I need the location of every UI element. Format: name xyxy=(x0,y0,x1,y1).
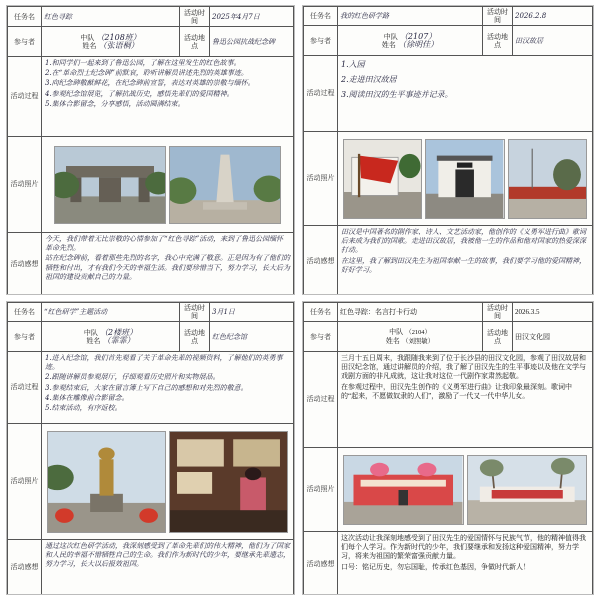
process-line: 3.阅读田汉的生平事迹并记录。 xyxy=(341,90,453,99)
time-label: 活动时间 xyxy=(180,303,210,322)
process-line: 5.结束活动，有序返校。 xyxy=(45,404,122,413)
squad-value: （2108班） xyxy=(96,32,141,42)
feelings-line: 田汉是中国著名的剧作家、诗人、文艺活动家，他创作的《义勇军进行曲》歌词后来成为我们的国歌。走进田汉故居，我被他一生的作品和他对国家的热爱深深打动。 xyxy=(341,228,586,255)
culture-park-entrance-photo xyxy=(343,455,464,525)
squad-label: 中队 xyxy=(389,327,404,336)
place-label: 活动地点 xyxy=(180,322,210,352)
task-label: 任务名 xyxy=(8,7,42,27)
time-value: 2025年4月7日 xyxy=(210,7,294,27)
squad-label: 中队 xyxy=(80,33,95,42)
place-value: 田汉文化园 xyxy=(513,322,593,352)
process-line: 1.和同学们一起来到了鲁迅公园，了解在这里发生的红色故事。 xyxy=(45,59,241,67)
photos-cell xyxy=(338,132,593,226)
process-label: 活动过程 xyxy=(8,352,42,424)
squad-value: （2楼班） xyxy=(100,327,138,337)
sheet-2-table xyxy=(303,6,593,295)
sheet-3 xyxy=(6,301,295,595)
place-value: 红色纪念馆 xyxy=(210,322,294,352)
feelings-text xyxy=(42,233,294,296)
time-label: 活动时间 xyxy=(483,303,513,322)
feelings-label: 活动感想 xyxy=(8,540,42,596)
name-value: （刘照敏） xyxy=(402,337,435,345)
name-value: （张语桐） xyxy=(98,40,139,50)
place-label: 活动地点 xyxy=(483,26,513,56)
photos-label: 活动照片 xyxy=(304,448,338,532)
process-line: 5.集体合影留念，分享感悟，活动圆满结束。 xyxy=(45,99,185,108)
time-label: 活动时间 xyxy=(483,7,513,26)
time-value: 2026.2.8 xyxy=(513,7,593,26)
task-label: 任务名 xyxy=(304,303,338,322)
task-value: 红色寻踪：名言打卡行动 xyxy=(338,303,483,322)
squad-label: 中队 xyxy=(383,32,398,41)
feelings-text xyxy=(338,226,593,296)
memorial-archway-photo xyxy=(54,146,166,224)
feelings-line: 今天，我们带着无比崇敬的心情参加了“红色寻踪”活动，来到了鲁迅公园缅怀革命先烈。 xyxy=(45,235,284,253)
time-value: 3月1日 xyxy=(210,303,294,322)
process-line: 4.参观纪念馆展览，了解抗战历史，感悟先辈们的爱国精神。 xyxy=(45,89,234,98)
place-label: 活动地点 xyxy=(180,27,210,57)
task-value: “红色研学”主题活动 xyxy=(42,303,180,322)
statue-photo xyxy=(47,431,166,533)
sheet-1-table xyxy=(7,6,294,295)
place-value: 鲁迅公园抗战纪念碑 xyxy=(210,27,294,57)
feelings-label: 活动感想 xyxy=(8,233,42,296)
squad-value: （2107） xyxy=(399,31,437,41)
photos-cell xyxy=(42,137,294,233)
process-line: 在参观过程中，田汉先生创作的《义勇军进行曲》让我印象最深刻。歌词中的“起来，不愿做奴隶的人们”，激励了一代又一代中华儿女。 xyxy=(341,382,572,400)
process-text xyxy=(338,56,593,132)
participant-label: 参与者 xyxy=(8,322,42,352)
name-label: 姓名 xyxy=(381,40,396,49)
name-label: 姓名 xyxy=(86,336,101,345)
photos-cell xyxy=(338,448,593,532)
process-label: 活动过程 xyxy=(304,352,338,448)
task-label: 任务名 xyxy=(8,303,42,322)
sheet-2 xyxy=(302,5,594,295)
photos-label: 活动照片 xyxy=(8,137,42,233)
former-residence-gate-photo xyxy=(425,139,504,219)
process-text xyxy=(42,57,294,137)
sheet-4 xyxy=(302,301,594,595)
process-label: 活动过程 xyxy=(304,56,338,132)
task-label: 任务名 xyxy=(304,7,338,26)
process-line: 三月十五日周末，我跟随我来到了位于长沙县的田汉文化园，参观了田汉故居和田汉纪念馆，通过讲解员的介绍，我了解了田汉先生的生平事迹以及他在文学与戏剧方面的非凡成就，这让我对这位一代剧作家肃然起敬。 xyxy=(341,354,586,381)
feelings-line: 通过这次红色研学活动，我深刻感受到了革命先辈们的伟大精神，他们为了国家和人民的幸福不惜牺牲自己的生命。我们作为新时代的少年，要继承先辈遗志，努力学习，长大以后报效祖国。 xyxy=(45,542,290,569)
monument-photo xyxy=(169,146,281,224)
participant-cell xyxy=(338,322,483,352)
participant-cell xyxy=(338,26,483,56)
process-line: 3.参观结束后，大家在留言簿上写下自己的感想和对先烈的敬意。 xyxy=(45,383,248,392)
process-line: 1.进入纪念馆，我们首先观看了关于革命先辈的视频资料，了解他们的英勇事迹。 xyxy=(45,354,283,372)
process-line: 1.入园 xyxy=(341,60,365,69)
photos-label: 活动照片 xyxy=(8,424,42,540)
participant-label: 参与者 xyxy=(304,26,338,56)
place-label: 活动地点 xyxy=(483,322,513,352)
time-value: 2026.3.5 xyxy=(513,303,593,322)
photos-cell xyxy=(42,424,294,540)
feelings-text xyxy=(338,532,593,596)
photos-label: 活动照片 xyxy=(304,132,338,226)
feelings-label: 活动感想 xyxy=(304,532,338,596)
squad-label: 中队 xyxy=(83,328,98,337)
process-label: 活动过程 xyxy=(8,57,42,137)
time-label: 活动时间 xyxy=(180,7,210,27)
place-value: 田汉故居 xyxy=(513,26,593,56)
name-value: （徐明佳） xyxy=(398,39,439,49)
courtyard-wall-photo xyxy=(508,139,587,219)
feelings-line: 在这里，我了解到田汉先生为祖国奉献一生的故事，我们要学习他的爱国精神，好好学习。 xyxy=(341,256,586,274)
task-value: 红色寻踪 xyxy=(42,7,180,27)
name-value: （霏霏） xyxy=(102,335,135,345)
feelings-label: 活动感想 xyxy=(304,226,338,296)
process-line: 2.走进田汉故居 xyxy=(341,75,397,84)
process-line: 3.向纪念碑敬献鲜花，在纪念碑前宣誓，表达对英雄的崇敬与缅怀。 xyxy=(45,79,255,88)
feelings-line: 这次活动让我深刻地感受到了田汉先生的爱国情怀与民族气节，他的精神值得我们每个人学习。作为新时代的少年，我们要继承和发扬这种爱国精神，努力学习，将来为祖国的繁荣富强贡献力量。 xyxy=(341,534,586,561)
participant-cell xyxy=(42,27,180,57)
garden-path-photo xyxy=(467,455,588,525)
process-text xyxy=(42,352,294,424)
process-line: 2.跟随讲解员参观展厅，仔细观看历史照片和实物展品。 xyxy=(45,373,220,382)
process-line: 2.在“革命烈士纪念碑”前默哀，聆听讲解员讲述先烈的英雄事迹。 xyxy=(45,69,248,78)
task-value: 我的红色研学路 xyxy=(338,7,483,26)
process-line: 4.集体在雕像前合影留念。 xyxy=(45,393,129,402)
process-text xyxy=(338,352,593,448)
red-flag-sculpture-photo xyxy=(343,139,422,219)
participant-cell xyxy=(42,322,180,352)
name-label: 姓名 xyxy=(82,41,97,50)
exhibition-hall-photo xyxy=(169,431,288,533)
sheet-3-table xyxy=(7,302,294,595)
participant-label: 参与者 xyxy=(8,27,42,57)
feelings-line: 站在纪念碑前，看着那些先烈的名字，我心中充满了敬意。正是因为有了他们的牺牲和付出，才有我们今天的幸福生活。我们要珍惜当下，努力学习，长大后为祖国的建设贡献自己的力量。 xyxy=(45,254,290,281)
squad-value: （2104） xyxy=(405,328,431,336)
participant-label: 参与者 xyxy=(304,322,338,352)
name-label: 姓名 xyxy=(385,336,400,345)
sheet-4-table xyxy=(303,302,593,595)
feelings-line: 口号：铭记历史，勿忘国耻，传承红色基因，争做时代新人！ xyxy=(341,562,530,571)
sheet-1 xyxy=(6,5,295,295)
feelings-text xyxy=(42,540,294,596)
